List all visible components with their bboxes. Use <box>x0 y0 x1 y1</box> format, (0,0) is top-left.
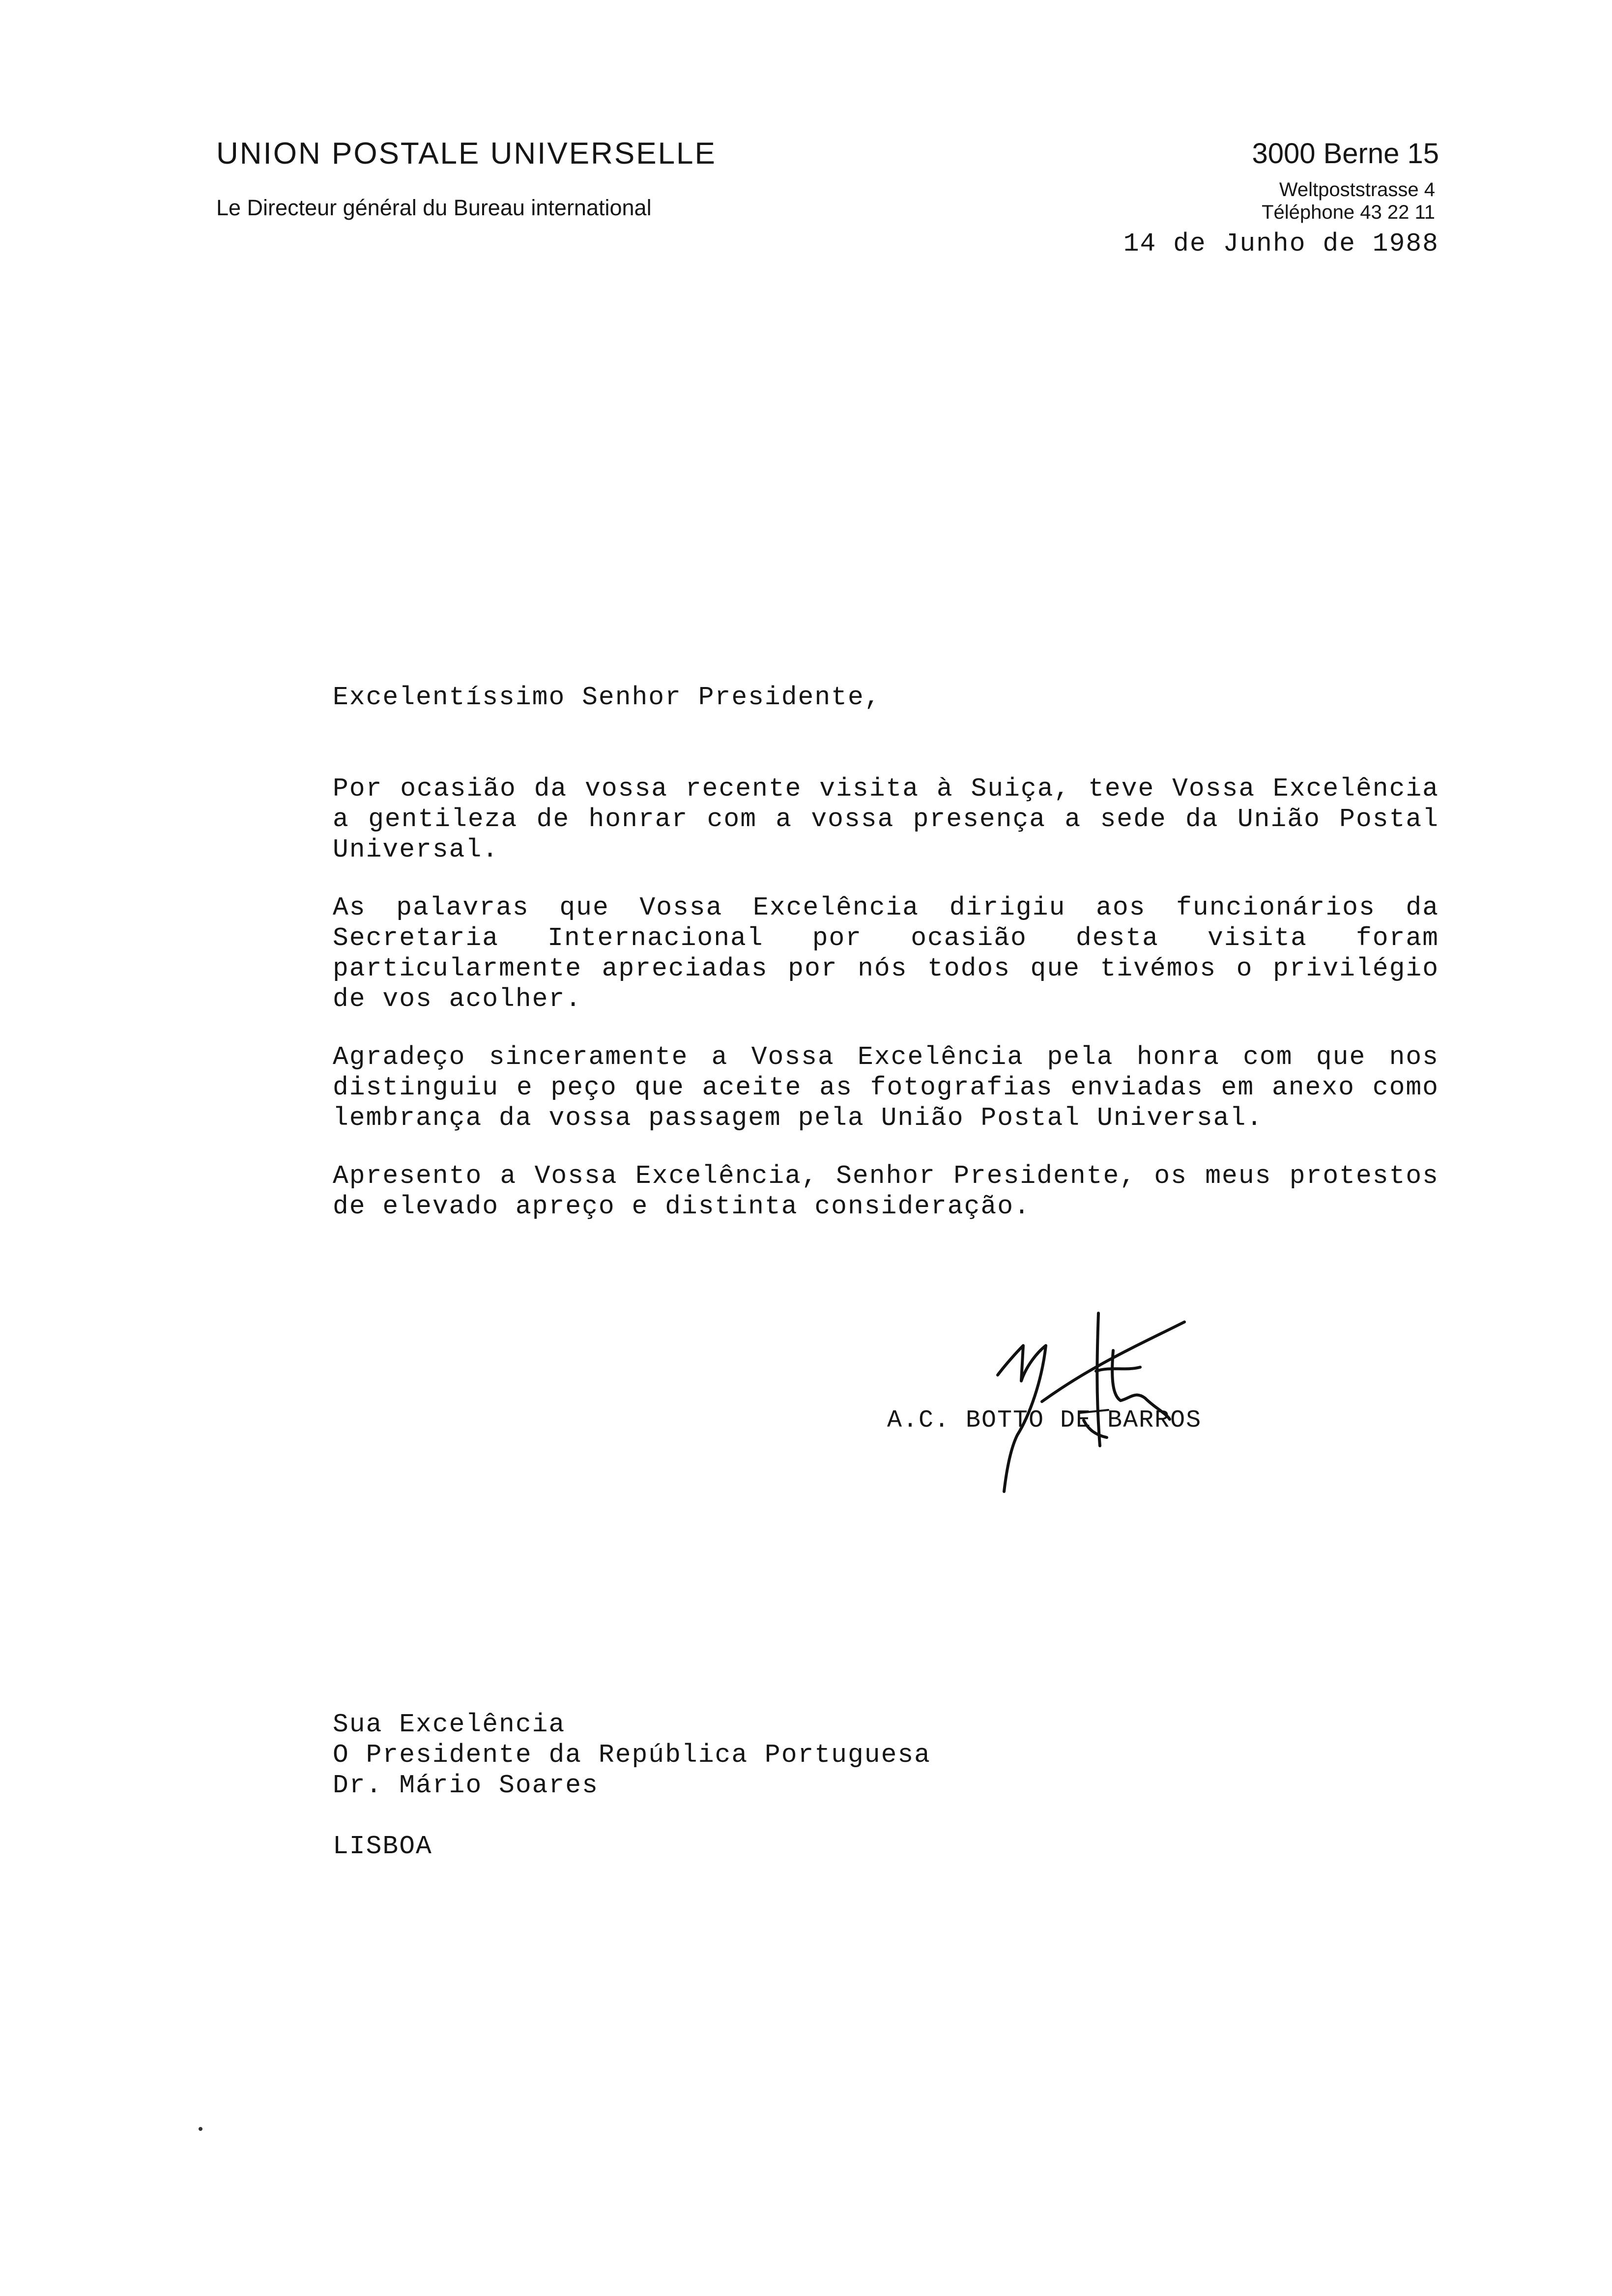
address-phone: Téléphone 43 22 11 <box>1262 201 1435 223</box>
body-paragraph: As palavras que Vossa Excelência dirigiu aos funcionários da Secretaria Internacional por ocasião desta visita foram particularmente apreciadas por nós todos que tivémos o privilégio de vos acolher. <box>333 893 1439 1014</box>
recipient-line: Sua Excelência <box>333 1710 566 1739</box>
letter-date: 14 de Junho de 1988 <box>1123 229 1439 258</box>
recipient-city: LISBOA <box>333 1832 432 1861</box>
organization-subtitle: Le Directeur général du Bureau international <box>216 195 652 220</box>
recipient-line: Dr. Mário Soares <box>333 1771 599 1800</box>
letter-body <box>333 682 1439 1249</box>
body-paragraph: Apresento a Vossa Excelência, Senhor Presidente, os meus protestos de elevado apreço e distinta consideração. <box>333 1161 1439 1221</box>
address-street: Weltpoststrasse 4 <box>1279 179 1435 201</box>
salutation: Excelentíssimo Senhor Presidente, <box>333 683 881 712</box>
handwritten-signature <box>835 1297 1278 1504</box>
organization-name: UNION POSTALE UNIVERSELLE <box>216 137 717 171</box>
body-paragraph: Agradeço sinceramente a Vossa Excelência pela honra com que nos distinguiu e peço que aceite as fotografias enviadas em anexo como lembrança da vossa passagem pela União Postal Universal. <box>333 1042 1439 1133</box>
address-city: 3000 Berne 15 <box>1252 138 1439 170</box>
recipient-address <box>333 1709 931 1801</box>
recipient-line: O Presidente da República Portuguesa <box>333 1740 931 1770</box>
paper-speck <box>199 2127 202 2131</box>
signature-block <box>835 1297 1278 1504</box>
signer-name: A.C. BOTTO DE BARROS <box>887 1406 1202 1435</box>
body-paragraph: Por ocasião da vossa recente visita à Suiça, teve Vossa Excelência a gentileza de honrar com a vossa presença a sede da União Postal Universal. <box>333 774 1439 864</box>
